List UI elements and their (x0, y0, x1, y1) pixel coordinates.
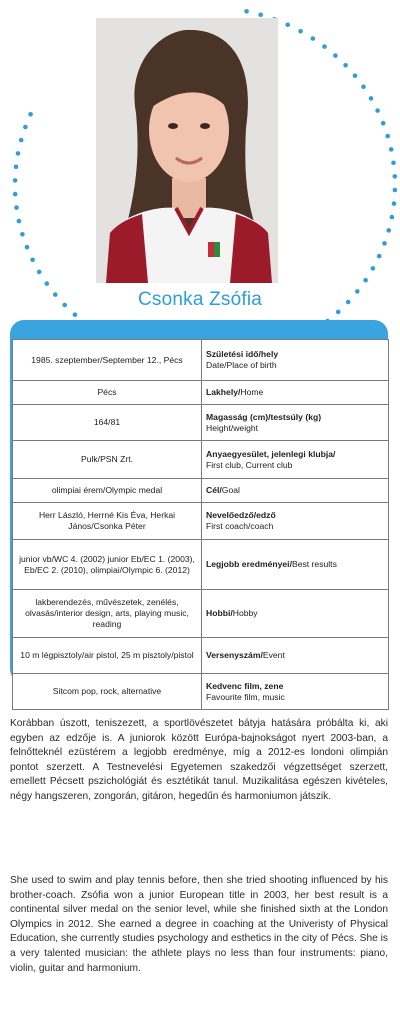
decorative-dot (385, 134, 390, 139)
decorative-dot (73, 312, 78, 317)
row-label-en: Height/weight (206, 422, 259, 433)
row-value: olimpiai érem/Olympic medal (13, 479, 202, 503)
table-row (13, 441, 389, 479)
decorative-dot (333, 53, 338, 58)
decorative-dot (37, 270, 42, 275)
row-value: Herr László, Herrné Kis Éva, Herkai János/Csonka Péter (13, 503, 202, 540)
table-row (13, 590, 389, 638)
row-label-hu: Legjobb eredményei/ (206, 559, 292, 570)
decorative-dot (369, 96, 374, 101)
decorative-dot (343, 63, 348, 68)
row-label-hu: Lakhely/ (206, 387, 241, 398)
decorative-dot (14, 205, 19, 210)
decorative-dot (386, 228, 391, 233)
row-label-hu: Versenyszám/ (206, 650, 263, 661)
athlete-photo (96, 18, 278, 283)
athlete-name: Csonka Zsófia (137, 289, 263, 310)
row-label-en: Goal (221, 485, 240, 496)
decorative-dot (382, 241, 387, 246)
table-row (13, 674, 389, 710)
row-label (202, 381, 389, 405)
row-label (202, 441, 389, 479)
row-value: Pulk/PSN Zrt. (13, 441, 202, 479)
row-label-en: Event (262, 650, 285, 661)
bio-paragraph-en: She used to swim and play tennis before, then she tried shooting influenced by his brother-coach. Zsófia won a junior European title in 2003, her best result is a continental silver medal on the senior level, while she finished sixth at the London Olympics in 2012. She earned a degree in coaching at the Univeristy of Physical Education, she currently studies psychology and esthetics in the city of Pécs. She is a very talented musician: the athlete plays no less than four instruments: piano, violin, guitar and harmonium. (10, 875, 388, 974)
decorative-dot (285, 23, 290, 28)
row-label-hu: Kedvenc film, zene (206, 680, 284, 691)
table-row (13, 638, 389, 674)
row-label-hu: Anyaegyesület, jelenlegi klubja/ (206, 448, 336, 459)
row-label (202, 340, 389, 381)
row-label-hu: Cél/ (206, 485, 222, 496)
row-label (202, 540, 389, 590)
row-value: lakberendezés, művészetek, zenélés, olvasás/interior design, arts, playing music, reading (13, 590, 202, 638)
decorative-dot (13, 192, 18, 197)
decorative-dot (391, 161, 396, 166)
bio-paragraph-hu: Korábban úszott, teniszezett, a sportlövészetet bátyja hatására próbálta ki, aki egyben az edzője is. A juniorok között Európa-bajnokságot nyert 2003-ban, a felnőtteknél ezüstérem a legjobb eredménye, míg a 2012-es londoni olimpián pontot szerzett. A Testnevelési Egyetemen szakedzői végzettséget szerzett, emellett Pécsett pszichológiát és esztétikát tanul. Muzikalitása egészen kivételes, négy hangszeren, zongorán, gitáron, hegedűn és harmoniumon játszik. (10, 718, 388, 802)
row-label-en: First coach/coach (206, 521, 274, 531)
row-label-en: Date/Place of birth (206, 360, 277, 370)
decorative-dot (381, 121, 386, 126)
row-label-en: Favourite film, music (206, 691, 285, 702)
decorative-dot (25, 245, 30, 250)
row-label (202, 503, 389, 540)
decorative-dot (13, 178, 18, 183)
row-value: Pécs (13, 381, 202, 405)
row-value: junior vb/WC 4. (2002) junior Eb/EC 1. (2003), Eb/EC 2. (2010), olimpiai/Olympic 6. (2012) (13, 540, 202, 590)
decorative-dot (392, 201, 397, 206)
table-row (13, 340, 389, 381)
row-label-hu: Magasság (cm)/testsúly (kg) (206, 411, 322, 422)
decorative-dot (363, 278, 368, 283)
row-label-en: Hobby (232, 608, 258, 619)
decorative-dot (244, 9, 249, 14)
decorative-dot (28, 112, 33, 117)
decorative-dot (16, 151, 21, 156)
table-row (13, 381, 389, 405)
decorative-dot (45, 281, 50, 286)
decorative-dot (361, 85, 366, 90)
table-row (13, 479, 389, 503)
decorative-dot (14, 165, 19, 170)
row-value: 1985. szeptember/September 12., Pécs (13, 340, 202, 381)
decorative-dot (377, 254, 382, 259)
decorative-dot (298, 29, 303, 34)
row-label-hu: Nevelőedző/edző (206, 510, 276, 521)
table-row (13, 540, 389, 590)
decorative-dot (311, 36, 316, 41)
row-label (202, 479, 389, 503)
row-label-hu: Születési idő/hely (206, 349, 279, 360)
row-label (202, 590, 389, 638)
row-label-en: First club, Current club (206, 459, 293, 470)
decorative-dot (322, 44, 327, 49)
row-value: 10 m légpisztoly/air pistol, 25 m pisztoly/pistol (13, 638, 202, 674)
table-row (13, 503, 389, 540)
row-label-en: Best results (291, 559, 337, 570)
decorative-dot (353, 73, 358, 78)
decorative-dot (19, 138, 24, 143)
profile-table (12, 339, 389, 710)
table-row (13, 405, 389, 441)
decorative-dot (17, 219, 22, 224)
decorative-dot (393, 174, 398, 179)
decorative-dot (389, 147, 394, 152)
row-label-hu: Hobbi/ (206, 608, 233, 619)
decorative-dot (390, 215, 395, 220)
decorative-dot (30, 258, 35, 263)
row-value: 164/81 (13, 405, 202, 441)
row-value: Sitcom pop, rock, alternative (13, 674, 202, 710)
decorative-dot (371, 266, 376, 271)
decorative-dot (23, 125, 28, 130)
decorative-dot (20, 232, 25, 237)
decorative-dot (375, 108, 380, 113)
row-label-en: Home (240, 387, 264, 398)
decorative-dot (258, 13, 263, 18)
row-label (202, 674, 389, 710)
decorative-dot (393, 188, 398, 193)
row-label (202, 638, 389, 674)
row-label (202, 405, 389, 441)
